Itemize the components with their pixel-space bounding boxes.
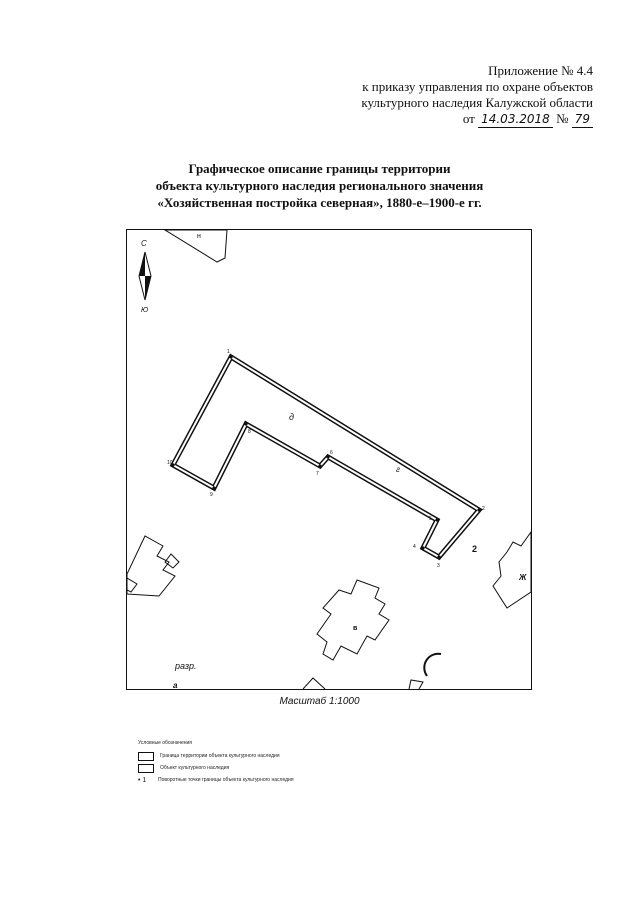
appendix-line-3: культурного наследия Калужской области	[361, 95, 593, 110]
appendix-block	[361, 63, 593, 128]
point-3	[437, 555, 440, 558]
from-label: от	[462, 111, 475, 126]
legend-item-points	[138, 774, 294, 786]
point-label-6: 6	[330, 450, 333, 456]
point-5	[435, 518, 438, 521]
point-9	[212, 486, 215, 489]
appendix-line-2: к приказу управления по охране объектов	[362, 79, 593, 94]
legend-point-number: 1	[142, 776, 147, 784]
point-label-1: 1	[227, 349, 230, 355]
marker-v: в	[353, 625, 358, 632]
appendix-date-line	[361, 111, 593, 128]
section-label: разр.	[175, 661, 197, 671]
legend-boundary-text: Граница территории объекта культурного наследия	[160, 753, 280, 759]
point-label-2: 2	[482, 506, 485, 512]
title-line-1: Графическое описание границы территории	[188, 161, 451, 176]
building-left-corner	[127, 578, 137, 592]
marker-a: а	[173, 681, 178, 689]
building-top	[165, 230, 227, 262]
legend-item-boundary	[138, 750, 294, 762]
point-label-7: 7	[316, 471, 319, 477]
order-date: 14.03.2018	[478, 111, 553, 128]
marker-zh: Ж	[519, 573, 527, 582]
building-right	[493, 532, 531, 608]
object-label: д	[289, 412, 294, 422]
legend-point-symbol: • 1	[138, 776, 147, 784]
order-number: 79	[572, 111, 593, 128]
territory-boundary	[173, 357, 479, 557]
map-frame	[126, 229, 532, 690]
point-4	[421, 546, 424, 549]
point-label-3: 3	[437, 563, 440, 569]
point-7	[318, 464, 321, 467]
legend-boundary-swatch	[138, 752, 154, 761]
point-1	[229, 355, 232, 358]
title-line-3: «Хозяйственная постройка северная», 1880-е–1900-е гг.	[157, 195, 482, 210]
legend-points-text: Поворотные точки границы объекта культурного наследия	[158, 777, 294, 783]
arc-feature	[424, 654, 441, 676]
building-center	[317, 580, 389, 660]
legend	[138, 740, 294, 786]
compass-north: С	[141, 239, 147, 248]
point-8	[244, 422, 247, 425]
title-line-2: объекта культурного наследия регионального значения	[155, 178, 484, 193]
marker-2: 2	[472, 544, 478, 554]
point-label-5: 5	[429, 516, 432, 522]
street-label: г	[396, 465, 400, 474]
bottom-fragment	[303, 678, 325, 689]
compass-south: Ю	[141, 307, 149, 314]
point-label-8: 8	[248, 429, 251, 435]
appendix-line-1: Приложение № 4.4	[488, 63, 593, 78]
document-title	[0, 160, 639, 211]
legend-object-text: Объект культурного наследия	[160, 765, 230, 771]
point-label-9: 9	[210, 492, 213, 498]
legend-heading: Условные обозначения	[138, 740, 193, 746]
bottom-fragment-right	[409, 680, 423, 689]
point-label-10: 10	[167, 460, 173, 466]
scale-label: Масштаб 1:1000	[279, 696, 360, 707]
number-label: №	[556, 111, 569, 126]
building-top-marker: н	[197, 233, 201, 240]
point-label-4: 4	[413, 544, 416, 550]
point-2	[477, 508, 480, 511]
compass-icon	[139, 252, 151, 300]
map-svg	[127, 230, 531, 689]
legend-item-object	[138, 762, 294, 774]
legend-object-swatch	[138, 764, 154, 773]
